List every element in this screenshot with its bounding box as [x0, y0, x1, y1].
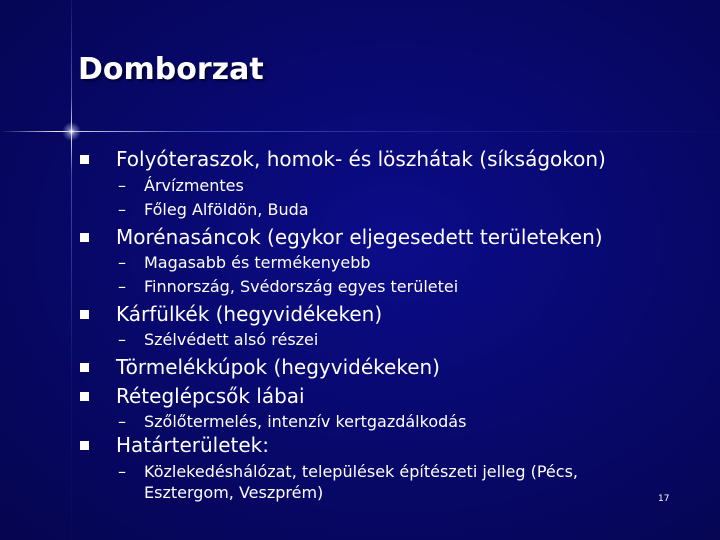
light-flare-icon [62, 122, 81, 141]
page-number: 17 [658, 494, 670, 504]
square-bullet-icon [80, 155, 89, 164]
bullet-text: Törmelékkúpok (hegyvidékeken) [116, 355, 440, 379]
square-bullet-icon [80, 310, 89, 319]
square-bullet-icon [80, 233, 89, 242]
bullet-text: Határterületek: [116, 433, 269, 457]
sub-item-text: Főleg Alföldön, Buda [144, 200, 309, 219]
square-bullet-icon [80, 363, 89, 372]
sub-item-text: Közlekedéshálózat, települések építészeti jelleg (Pécs, [144, 462, 578, 481]
dash-marker: – [118, 200, 126, 219]
dash-marker: – [118, 277, 126, 296]
sub-item-text: Árvízmentes [144, 176, 244, 195]
dash-marker: – [118, 462, 126, 481]
horizontal-accent-line [0, 131, 720, 132]
bullet-text: Kárfülkék (hegyvidékeken) [116, 302, 383, 326]
sub-item-text: Szélvédett alsó részei [144, 330, 319, 349]
bullet-text: Folyóteraszok, homok- és löszhátak (síkságokon) [116, 147, 606, 171]
sub-item-text: Szőlőtermelés, intenzív kertgazdálkodás [144, 412, 467, 431]
sub-item-text: Magasabb és termékenyebb [144, 253, 371, 272]
bullet-text: Réteglépcsők lábai [116, 384, 305, 408]
dash-marker: – [118, 253, 126, 272]
slide-title: Domborzat [78, 52, 264, 87]
sub-item-text: Esztergom, Veszprém) [144, 483, 324, 502]
dash-marker: – [118, 412, 126, 431]
dash-marker: – [118, 176, 126, 195]
bullet-text: Morénasáncok (egykor eljegesedett területeken) [116, 225, 603, 249]
dash-marker: – [118, 330, 126, 349]
square-bullet-icon [80, 392, 89, 401]
square-bullet-icon [80, 441, 89, 450]
sub-item-text: Finnország, Svédország egyes területei [144, 277, 459, 296]
vertical-accent-line [71, 0, 72, 540]
